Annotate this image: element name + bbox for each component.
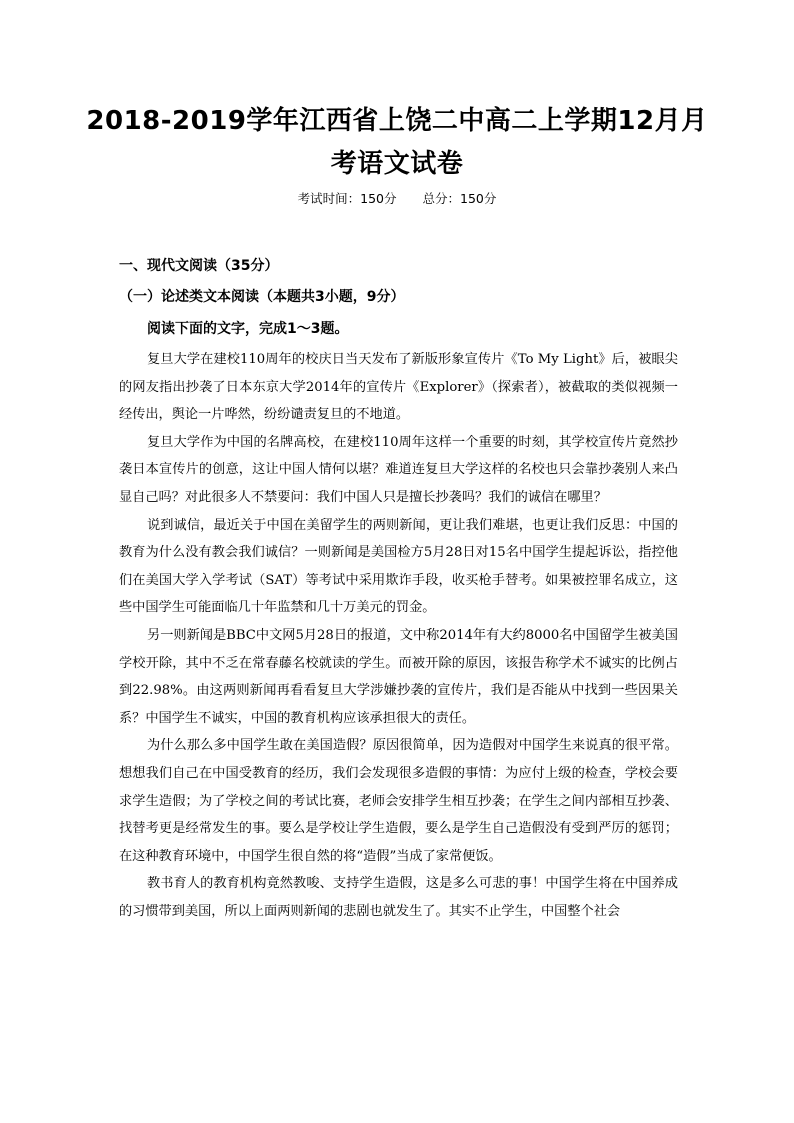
section-heading-part1: 一、现代文阅读（35分） xyxy=(119,258,279,274)
passage-paragraph: 为什么那么多中国学生敢在美国造假？原因很简单，因为造假对中国学生来说真的很平常。想想我们自己在中国受教育的经历，我们会发现很多造假的事情：为应付上级的检查，学校会要求学生造假；为了学校之间的考试比赛，老师会安排学生相互抄袭；在学生之间内部相互抄袭、找替考更是经常发生的事。要么是学校让学生造假，要么是学生自己造假没有受到严厉的惩罚；在这种教育环境中，中国学生很自然的将“造假”当成了家常便饭。 xyxy=(119,738,678,864)
passage-paragraph: 复旦大学在建校110周年的校庆日当天发布了新版形象宣传片《To My Light》后，被眼尖的网友指出抄袭了日本东京大学2014年的宣传片《Explorer》（探索者），被截取的类似视频一经传出，舆论一片哗然，纷纷谴责复旦的不地道。 xyxy=(119,352,678,423)
section-heading-part1-sub1: （一）论述类文本阅读（本题共3小题，9分） xyxy=(119,289,405,305)
exam-title-line1: 2018-2019学年江西省上饶二中高二上学期12月月 xyxy=(86,106,708,136)
passage-paragraph: 复旦大学作为中国的名牌高校，在建校110周年这样一个重要的时刻，其学校宣传片竟然抄袭日本宣传片的创意，这让中国人情何以堪？难道连复旦大学这样的名校也只会靠抄袭别人来凸显自己吗？对此很多人不禁要问：我们中国人只是擅长抄袭吗？我们的诚信在哪里？ xyxy=(119,434,678,505)
exam-title-line2: 考语文试卷 xyxy=(330,149,464,179)
total-score: 总分：150分 xyxy=(422,191,497,206)
reading-passage xyxy=(119,346,678,925)
exam-time: 考试时间：150分 xyxy=(297,191,397,206)
passage-paragraph: 说到诚信，最近关于中国在美留学生的两则新闻，更让我们难堪，也更让我们反思：中国的教育为什么没有教会我们诚信？一则新闻是美国检方5月28日对15名中国学生提起诉讼，指控他们在美国大学入学考试（SAT）等考试中采用欺诈手段，收买枪手替考。如果被控罪名成立，这些中国学生可能面临几十年监禁和几十万美元的罚金。 xyxy=(119,517,678,616)
passage-paragraph: 教书育人的教育机构竟然教唆、支持学生造假，这是多么可悲的事！中国学生将在中国养成的习惯带到美国，所以上面两则新闻的悲剧也就发生了。其实不止学生，中国整个社会 xyxy=(119,876,678,919)
passage-paragraph: 另一则新闻是BBC中文网5月28日的报道，文中称2014年有大约8000名中国留学生被美国学校开除，其中不乏在常春藤名校就读的学生。而被开除的原因，该报告称学术不诚实的比例占到22.98%。由这两则新闻再看看复旦大学涉嫌抄袭的宣传片，我们是否能从中找到一些因果关系？中国学生不诚实，中国的教育机构应该承担很大的责任。 xyxy=(119,627,678,726)
exam-meta xyxy=(0,189,794,207)
reading-instruction: 阅读下面的文字，完成1～3题。 xyxy=(147,321,349,337)
